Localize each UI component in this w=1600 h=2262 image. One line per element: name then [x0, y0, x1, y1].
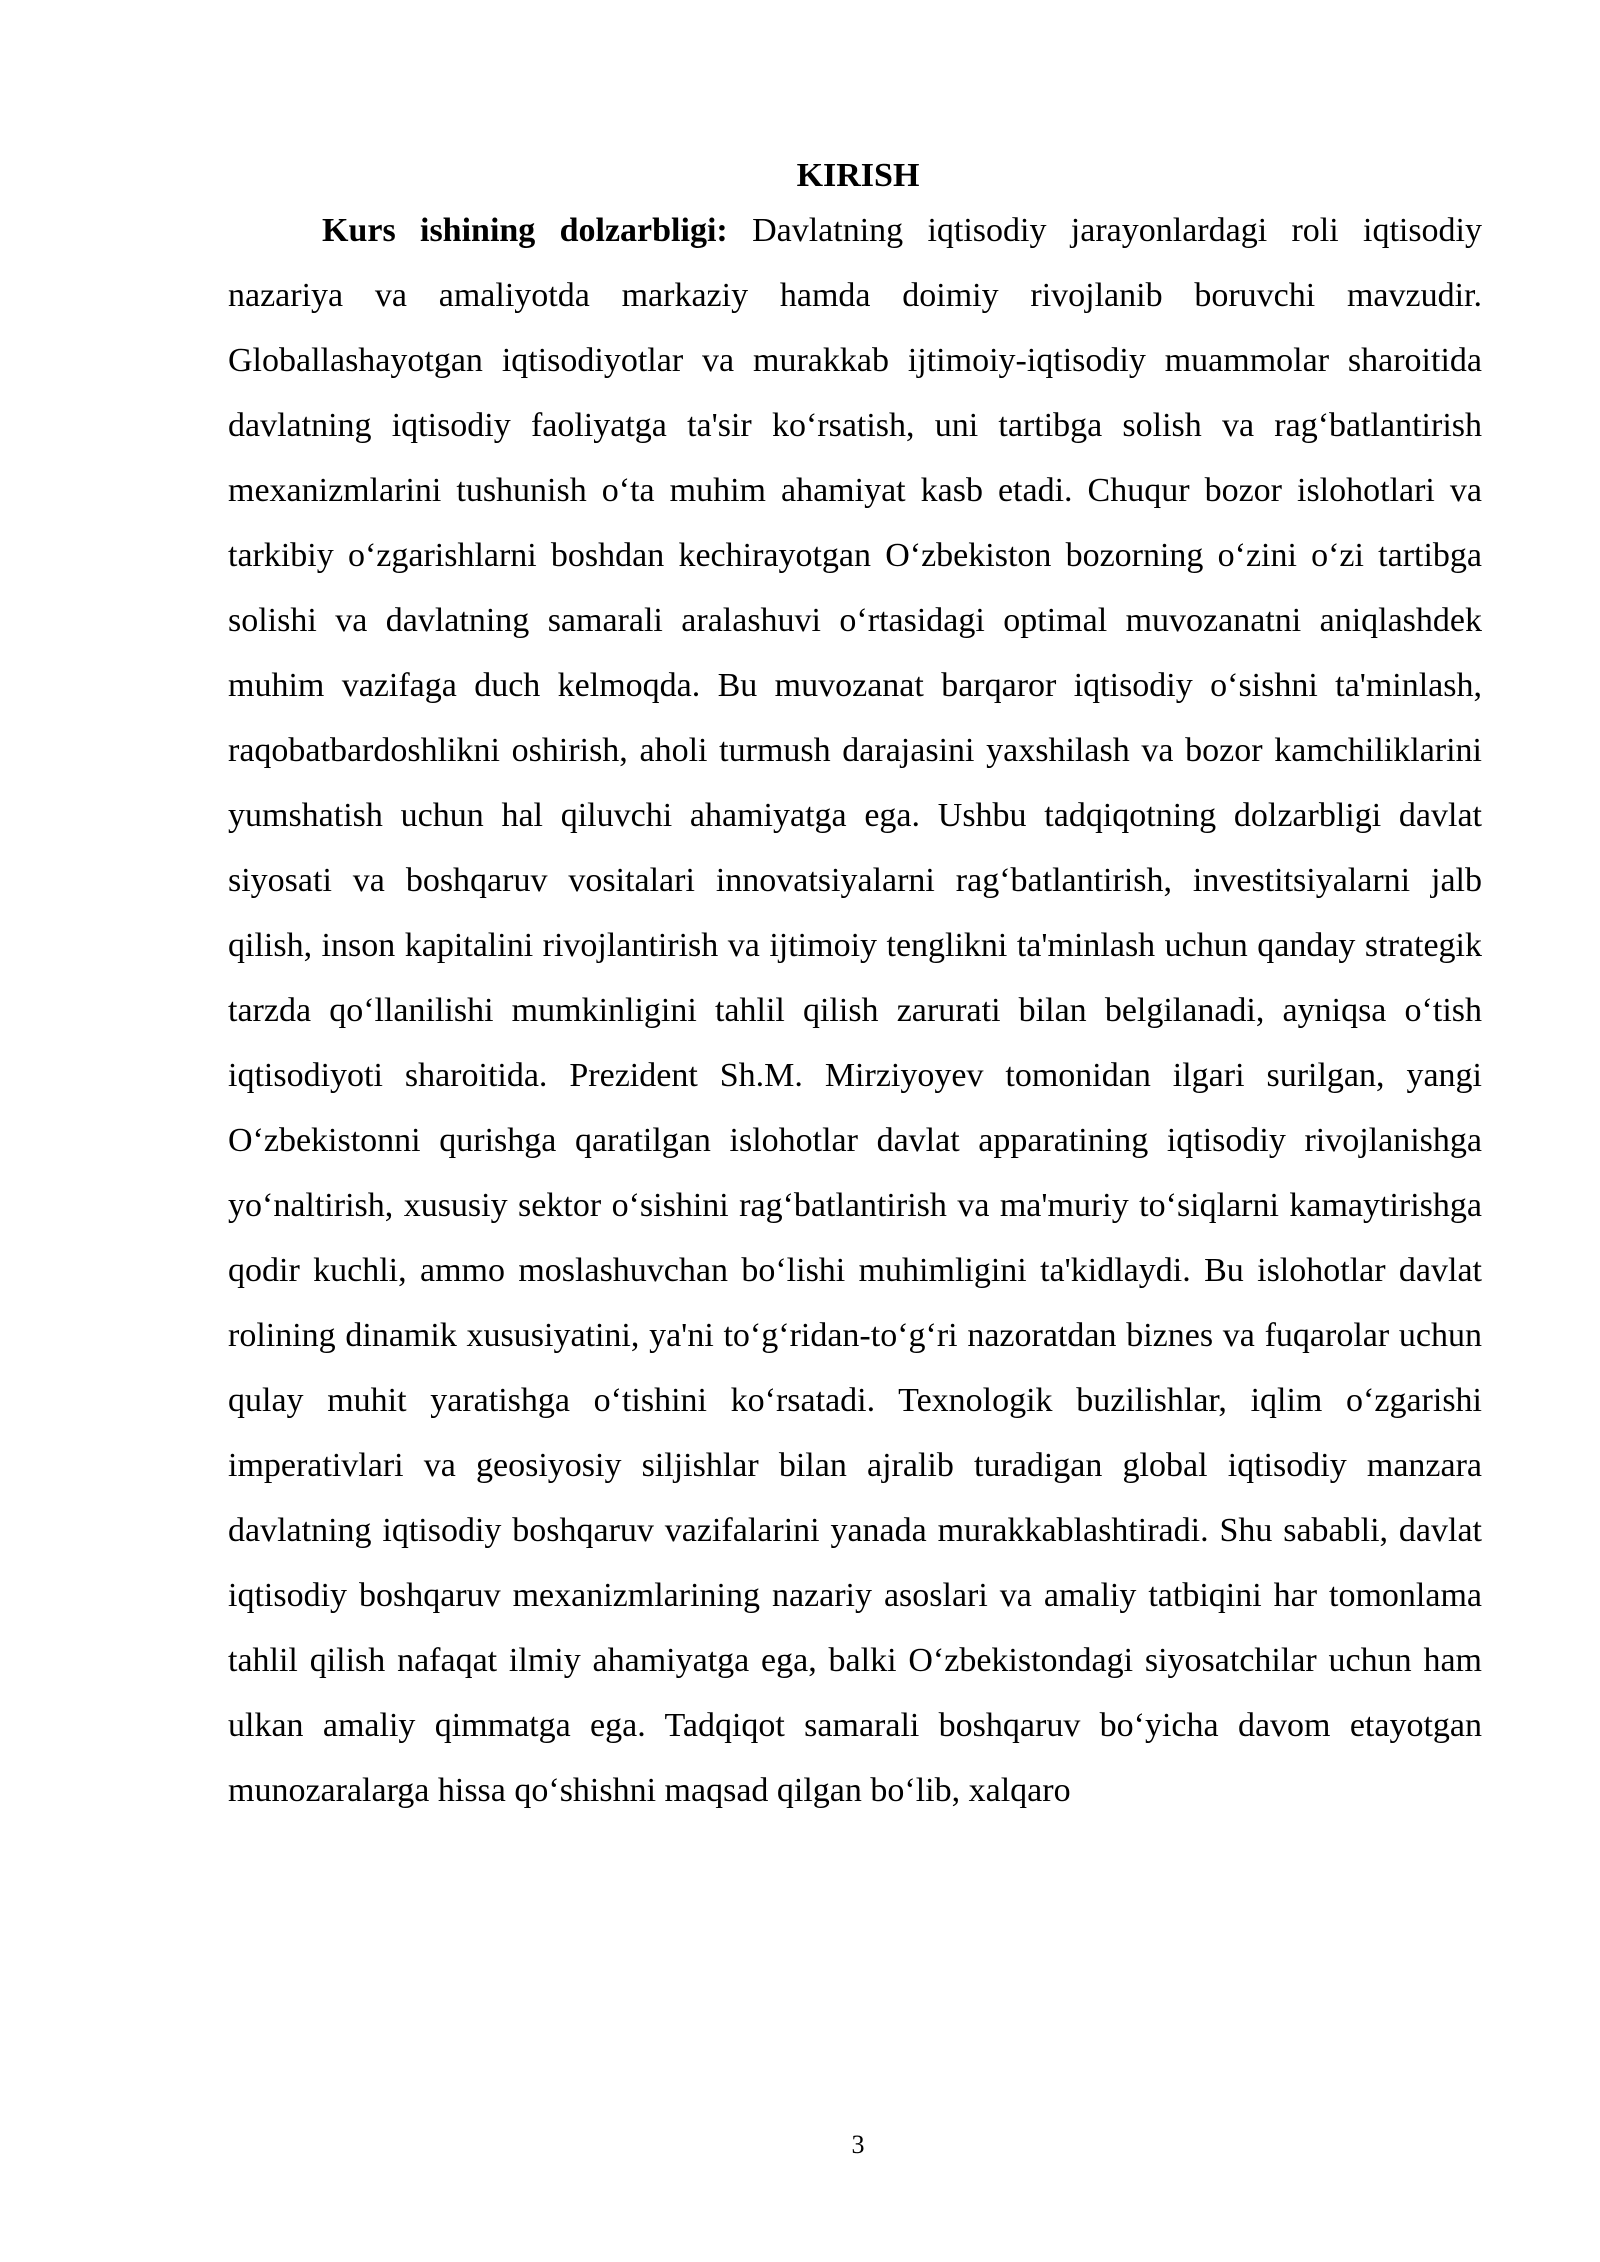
- paragraph-text: Davlatning iqtisodiy jarayonlardagi roli iqtisodiy nazariya va amaliyotda markaziy hamda doimiy rivojlanib boruvchi mavzudir. Globallashayotgan iqtisodiyotlar va murakkab ijtimoiy-iqtisodiy muammolar sharoitida davlatning iqtisodiy faoliyatga ta'sir koʻrsatish, uni tartibga solish va ragʻbatlantirish mexanizmlarini tushunish oʻta muhim ahamiyat kasb etadi. Chuqur bozor islohotlari va tarkibiy oʻzgarishlarni boshdan kechirayotgan Oʻzbekiston bozorning oʻzini oʻzi tartibga solishi va davlatning samarali aralashuvi oʻrtasidagi optimal muvozanatni aniqlashdek muhim vazifaga duch kelmoqda. Bu muvozanat barqaror iqtisodiy oʻsishni ta'minlash, raqobatbardoshlikni oshirish, aholi turmush darajasini yaxshilash va bozor kamchiliklarini yumshatish uchun hal qiluvchi ahamiyatga ega. Ushbu tadqiqotning dolzarbligi davlat siyosati va boshqaruv vositalari innovatsiyalarni ragʻbatlantirish, investitsiyalarni jalb qilish, inson kapitalini rivojlantirish va ijtimoiy tenglikni ta'minlash uchun qanday strategik tarzda qoʻllanilishi mumkinligini tahlil qilish zarurati bilan belgilanadi, ayniqsa oʻtish iqtisodiyoti sharoitida. Prezident Sh.M. Mirziyoyev tomonidan ilgari surilgan, yangi Oʻzbekistonni qurishga qaratilgan islohotlar davlat apparatining iqtisodiy rivojlanishga yoʻnaltirish, xususiy sektor oʻsishini ragʻbatlantirish va ma'muriy toʻsiqlarni kamaytirishga qodir kuchli, ammo moslashuvchan boʻlishi muhimligini ta'kidlaydi. Bu islohotlar davlat rolining dinamik xususiyatini, ya'ni toʻgʻridan-toʻgʻri nazoratdan biznes va fuqarolar uchun qulay muhit yaratishga oʻtishini koʻrsatadi. Texnologik buzilishlar, iqlim oʻzgarishi imperativlari va geosiyosiy siljishlar bilan ajralib turadigan global iqtisodiy manzara davlatning iqtisodiy boshqaruv vazifalarini yanada murakkablashtiradi. Shu sababli, davlat iqtisodiy boshqaruv mexanizmlarining nazariy asoslari va amaliy tatbiqini har tomonlama tahlil qilish nafaqat ilmiy ahamiyatga ega, balki Oʻzbekistondagi siyosatchilar uchun ham ulkan amaliy qimmatga ega. Tadqiqot samarali boshqaruv boʻyicha davom etayotgan munozaralarga hissa qoʻshishni maqsad qilgan boʻlib, xalqaro: [228, 212, 1483, 1809]
- page-number: 3: [851, 2130, 865, 2159]
- section-heading: KIRISH: [796, 157, 920, 194]
- paragraph-lead: Kurs ishining dolzarbligi:: [322, 212, 728, 249]
- body-paragraph: [228, 198, 1482, 1823]
